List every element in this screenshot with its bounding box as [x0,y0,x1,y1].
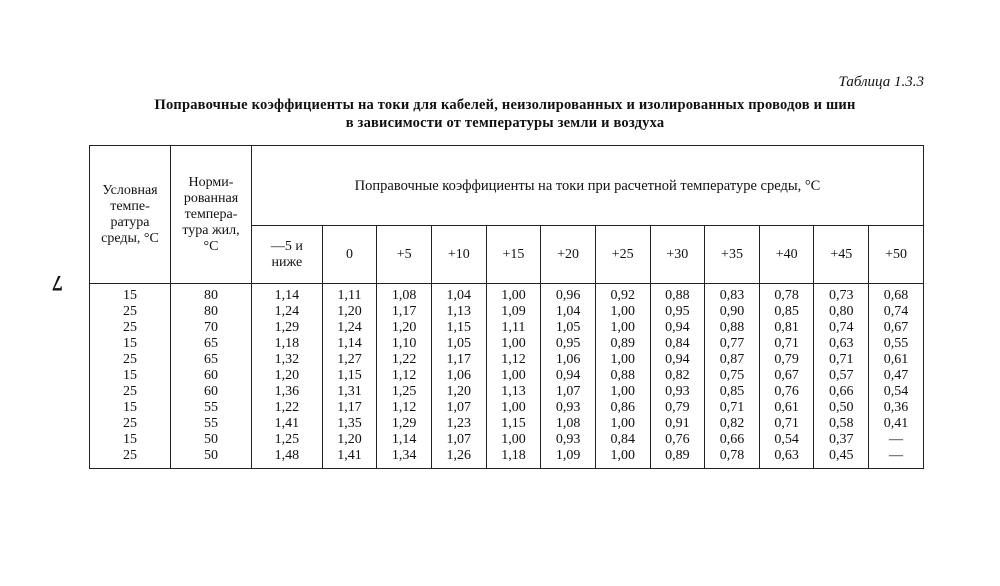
cell-coefficient: 0,67 [759,368,814,384]
cell-coefficient: — [869,448,924,469]
cell-coefficient: 1,00 [595,416,650,432]
cell-coefficient: 1,22 [377,352,432,368]
cell-coefficient: 0,54 [759,432,814,448]
cell-coefficient: 0,87 [705,352,760,368]
cell-coefficient: 1,10 [377,336,432,352]
header-temp: +15 [486,226,541,284]
table-row [90,352,924,368]
cell-coefficient: 0,92 [595,284,650,305]
cell-ambient-temp: 25 [90,352,171,368]
header-temp: +50 [869,226,924,284]
cell-coefficient: 0,58 [814,416,869,432]
correction-factors-table [89,145,924,469]
cell-coefficient: 0,82 [650,368,705,384]
cell-coefficient: 0,74 [814,320,869,336]
cell-coefficient: 0,47 [869,368,924,384]
table-row [90,304,924,320]
cell-coefficient: 1,25 [252,432,323,448]
cell-coefficient: 0,71 [705,400,760,416]
cell-ambient-temp: 25 [90,320,171,336]
cell-coefficient: 1,14 [252,284,323,305]
table-row [90,336,924,352]
cell-coefficient: 0,88 [650,284,705,305]
cell-coefficient: 0,81 [759,320,814,336]
cell-coefficient: 1,00 [486,400,541,416]
header-conductor-temperature: Норми- рованная темпера- тура жил, °С [171,146,252,284]
cell-coefficient: 0,79 [759,352,814,368]
cell-ambient-temp: 15 [90,368,171,384]
cell-coefficient: 1,14 [322,336,377,352]
cell-coefficient: 1,04 [541,304,596,320]
cell-conductor-temp: 50 [171,448,252,469]
cell-coefficient: 1,23 [431,416,486,432]
cell-coefficient: 1,17 [377,304,432,320]
cell-coefficient: 0,77 [705,336,760,352]
cell-coefficient: 1,00 [486,368,541,384]
cell-coefficient: 0,45 [814,448,869,469]
header-temp: +25 [595,226,650,284]
cell-coefficient: 0,94 [650,352,705,368]
cell-coefficient: 1,31 [322,384,377,400]
cell-ambient-temp: 25 [90,304,171,320]
cell-coefficient: 0,94 [541,368,596,384]
table-row [90,384,924,400]
cell-coefficient: 0,84 [595,432,650,448]
cell-coefficient: 1,00 [595,384,650,400]
table-row [90,400,924,416]
cell-coefficient: 0,90 [705,304,760,320]
cell-coefficient: 0,83 [705,284,760,305]
cell-coefficient: 1,15 [431,320,486,336]
cell-conductor-temp: 70 [171,320,252,336]
cell-coefficient: 1,00 [486,284,541,305]
cell-coefficient: 0,66 [814,384,869,400]
cell-coefficient: 1,20 [252,368,323,384]
header-group-label: Поправочные коэффициенты на токи при расчетной температуре среды, °С [252,146,924,226]
table-number-label: Таблица 1.3.3 [838,74,924,90]
table-row [90,448,924,469]
cell-coefficient: 1,18 [252,336,323,352]
cell-coefficient: 1,13 [486,384,541,400]
cell-coefficient: 1,26 [431,448,486,469]
header-temp: +20 [541,226,596,284]
cell-coefficient: 1,14 [377,432,432,448]
cell-coefficient: 1,32 [252,352,323,368]
cell-coefficient: 0,95 [541,336,596,352]
table-row [90,416,924,432]
cell-coefficient: 0,79 [650,400,705,416]
cell-coefficient: 0,67 [869,320,924,336]
cell-coefficient: 1,17 [322,400,377,416]
cell-coefficient: 1,12 [377,368,432,384]
cell-coefficient: 1,00 [486,432,541,448]
cell-coefficient: 1,11 [322,284,377,305]
cell-coefficient: 1,00 [595,448,650,469]
cell-coefficient: 1,41 [252,416,323,432]
cell-coefficient: 1,20 [377,320,432,336]
cell-coefficient: 1,15 [486,416,541,432]
cell-coefficient: 0,84 [650,336,705,352]
cell-coefficient: 1,11 [486,320,541,336]
cell-coefficient: 0,66 [705,432,760,448]
cell-coefficient: 1,36 [252,384,323,400]
cell-coefficient: 1,15 [322,368,377,384]
cell-coefficient: 1,29 [377,416,432,432]
cell-coefficient: 1,24 [252,304,323,320]
cell-coefficient: 1,04 [431,284,486,305]
cell-coefficient: 0,55 [869,336,924,352]
cell-coefficient: 1,06 [431,368,486,384]
table-body [90,284,924,469]
cell-coefficient: 0,63 [814,336,869,352]
cell-coefficient: 0,63 [759,448,814,469]
cell-coefficient: 1,07 [431,400,486,416]
cell-coefficient: 0,61 [869,352,924,368]
cell-coefficient: 1,25 [377,384,432,400]
cell-conductor-temp: 65 [171,336,252,352]
cell-coefficient: 0,88 [705,320,760,336]
cell-coefficient: 0,73 [814,284,869,305]
cell-coefficient: 0,89 [595,336,650,352]
cell-coefficient: 1,05 [431,336,486,352]
cell-coefficient: 1,07 [541,384,596,400]
cell-coefficient: 1,00 [595,320,650,336]
cell-coefficient: 1,00 [595,352,650,368]
caption-line-2: в зависимости от температуры земли и воздуха [345,115,665,131]
cell-conductor-temp: 55 [171,416,252,432]
cell-coefficient: 0,93 [650,384,705,400]
cell-coefficient: 0,68 [869,284,924,305]
caption-line-1: Поправочные коэффициенты на токи для кабелей, неизолированных и изолированных проводов и шин [154,97,856,113]
header-temp: +10 [431,226,486,284]
table-row [90,284,924,305]
cell-coefficient: 0,78 [759,284,814,305]
cell-coefficient: 0,50 [814,400,869,416]
cell-coefficient: 0,57 [814,368,869,384]
table-row [90,368,924,384]
cell-conductor-temp: 65 [171,352,252,368]
cell-coefficient: 1,20 [322,304,377,320]
cell-ambient-temp: 25 [90,448,171,469]
cell-coefficient: 1,09 [541,448,596,469]
cell-coefficient: 1,35 [322,416,377,432]
cell-coefficient: 1,08 [541,416,596,432]
cell-conductor-temp: 60 [171,384,252,400]
cell-coefficient: 0,71 [759,416,814,432]
cell-coefficient: 0,71 [814,352,869,368]
cell-coefficient: 1,07 [431,432,486,448]
cell-coefficient: 1,18 [486,448,541,469]
cell-coefficient: 0,95 [650,304,705,320]
cell-coefficient: 1,17 [431,352,486,368]
cell-coefficient: 0,36 [869,400,924,416]
cell-coefficient: 0,78 [705,448,760,469]
cell-conductor-temp: 50 [171,432,252,448]
cell-coefficient: 1,48 [252,448,323,469]
cell-coefficient: 1,00 [486,336,541,352]
cell-coefficient: — [869,432,924,448]
header-ambient-temperature: Условная темпе- ратура среды, °С [90,146,171,284]
cell-coefficient: 0,93 [541,400,596,416]
cell-coefficient: 1,41 [322,448,377,469]
page-side-number: 7 [52,271,63,296]
cell-conductor-temp: 55 [171,400,252,416]
cell-coefficient: 1,00 [595,304,650,320]
cell-coefficient: 1,08 [377,284,432,305]
cell-coefficient: 1,06 [541,352,596,368]
cell-coefficient: 0,96 [541,284,596,305]
cell-coefficient: 1,12 [377,400,432,416]
cell-coefficient: 0,76 [650,432,705,448]
cell-coefficient: 0,91 [650,416,705,432]
cell-coefficient: 1,27 [322,352,377,368]
cell-ambient-temp: 15 [90,400,171,416]
cell-conductor-temp: 80 [171,284,252,305]
cell-coefficient: 0,93 [541,432,596,448]
cell-coefficient: 0,80 [814,304,869,320]
cell-coefficient: 1,22 [252,400,323,416]
table-row [90,432,924,448]
cell-coefficient: 1,24 [322,320,377,336]
table-row [90,320,924,336]
cell-coefficient: 1,05 [541,320,596,336]
cell-coefficient: 0,41 [869,416,924,432]
header-temp: 0 [322,226,377,284]
cell-ambient-temp: 25 [90,416,171,432]
header-temp: +5 [377,226,432,284]
cell-ambient-temp: 25 [90,384,171,400]
header-temp: +45 [814,226,869,284]
table-header [90,146,924,284]
cell-coefficient: 1,20 [322,432,377,448]
cell-coefficient: 1,29 [252,320,323,336]
cell-coefficient: 0,61 [759,400,814,416]
cell-coefficient: 0,94 [650,320,705,336]
cell-coefficient: 0,54 [869,384,924,400]
cell-coefficient: 1,12 [486,352,541,368]
table-caption [80,96,930,132]
header-row-top [90,146,924,226]
cell-coefficient: 1,09 [486,304,541,320]
header-temp: +35 [705,226,760,284]
cell-ambient-temp: 15 [90,284,171,305]
header-temp: +40 [759,226,814,284]
cell-coefficient: 0,88 [595,368,650,384]
cell-coefficient: 1,13 [431,304,486,320]
cell-coefficient: 0,85 [705,384,760,400]
header-temp-minus5: —5 и ниже [252,226,323,284]
cell-coefficient: 0,82 [705,416,760,432]
cell-coefficient: 1,20 [431,384,486,400]
cell-coefficient: 0,75 [705,368,760,384]
cell-coefficient: 0,71 [759,336,814,352]
header-temp: +30 [650,226,705,284]
cell-ambient-temp: 15 [90,432,171,448]
cell-coefficient: 1,34 [377,448,432,469]
cell-conductor-temp: 80 [171,304,252,320]
cell-coefficient: 0,37 [814,432,869,448]
cell-coefficient: 0,86 [595,400,650,416]
cell-coefficient: 0,74 [869,304,924,320]
cell-coefficient: 0,89 [650,448,705,469]
cell-ambient-temp: 15 [90,336,171,352]
cell-coefficient: 0,76 [759,384,814,400]
cell-coefficient: 0,85 [759,304,814,320]
cell-conductor-temp: 60 [171,368,252,384]
